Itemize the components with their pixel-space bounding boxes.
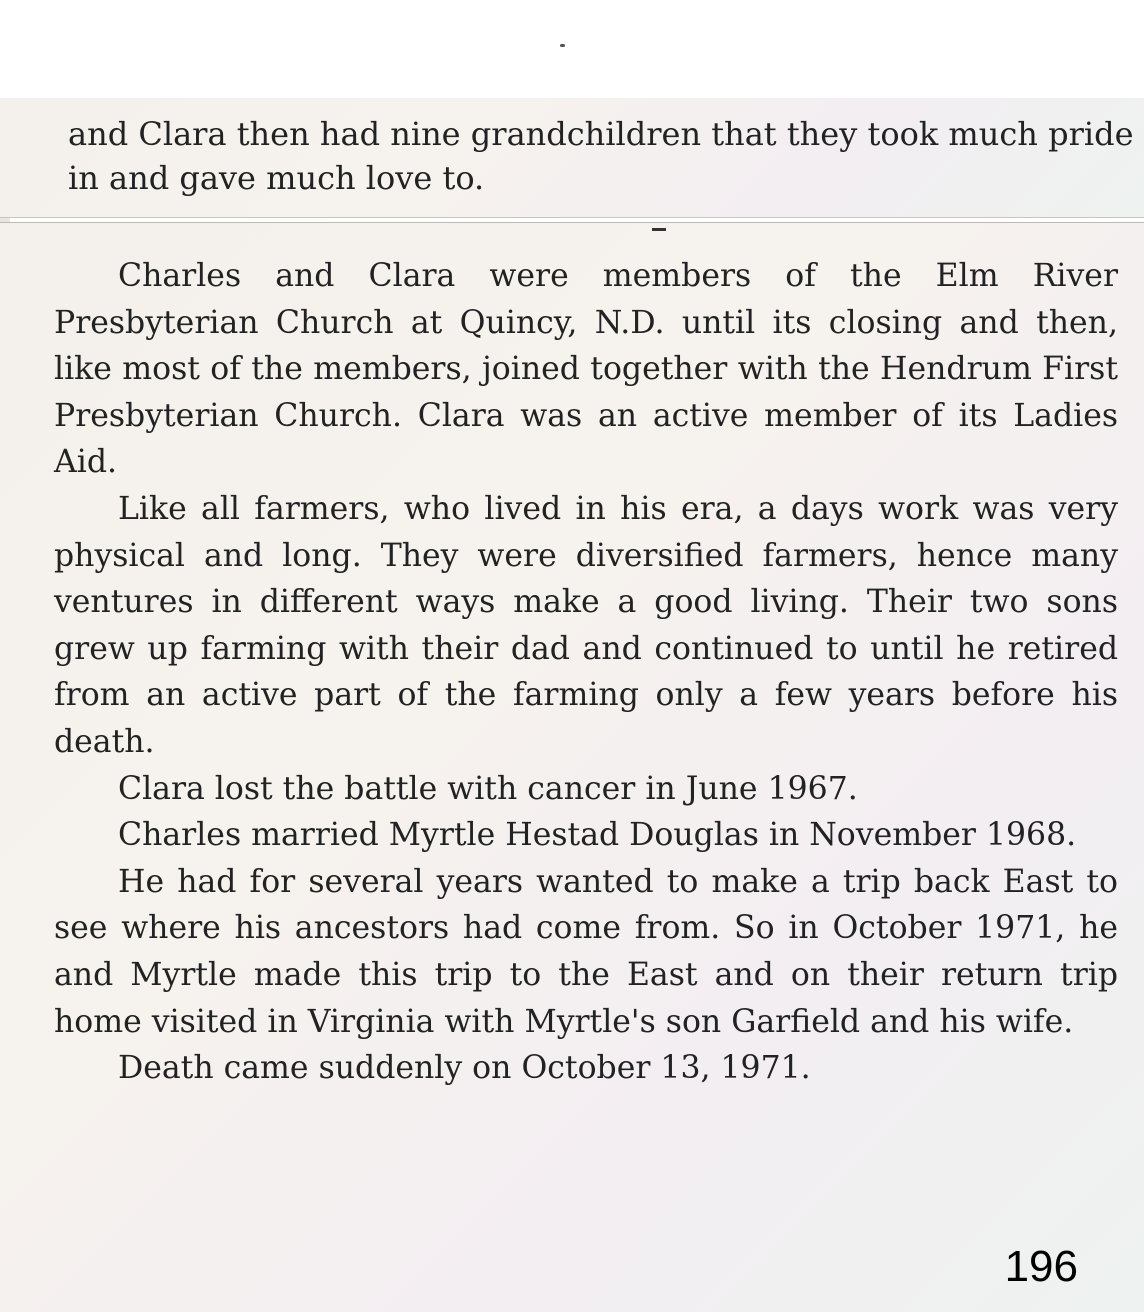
main-clipping <box>0 222 1144 1312</box>
clipping-dash-mark <box>652 228 666 231</box>
paragraph-death: Death came suddenly on October 13, 1971. <box>118 1050 811 1087</box>
top-clipping <box>0 98 1144 218</box>
paragraph-farming: Like all farmers, who lived in his era, a days work was very physical and long. They were diversified farmers, hence many ventures in different ways make a good living. Their two sons grew up farming with their dad and continued to until he retired from an active part of the farming only a few years before his death. <box>54 490 1118 760</box>
paragraph-trip: He had for several years wanted to make a trip back East to see where his ancestors had come from. So in October 1971, he and Myrtle made this trip to the East and on their return trip home visited in Virginia with Myrtle's son Garfield and his wife. <box>54 863 1118 1040</box>
page-number: 196 <box>1004 1242 1078 1291</box>
paragraph-church: Charles and Clara were members of the Elm River Presbyterian Church at Quincy, N.D. until its closing and then, like most of the members, joined together with the Hendrum First Presbyterian Church. Clara was an active member of its Ladies Aid. <box>54 258 1118 481</box>
top-clipping-text: and Clara then had nine grandchildren that they took much pride in and gave much love to. <box>68 115 1134 197</box>
scan-speck <box>560 44 565 47</box>
paragraph-remarriage: Charles married Myrtle Hestad Douglas in November 1968. <box>118 817 1077 854</box>
paragraph-clara-death: Clara lost the battle with cancer in June 1967. <box>118 770 858 807</box>
